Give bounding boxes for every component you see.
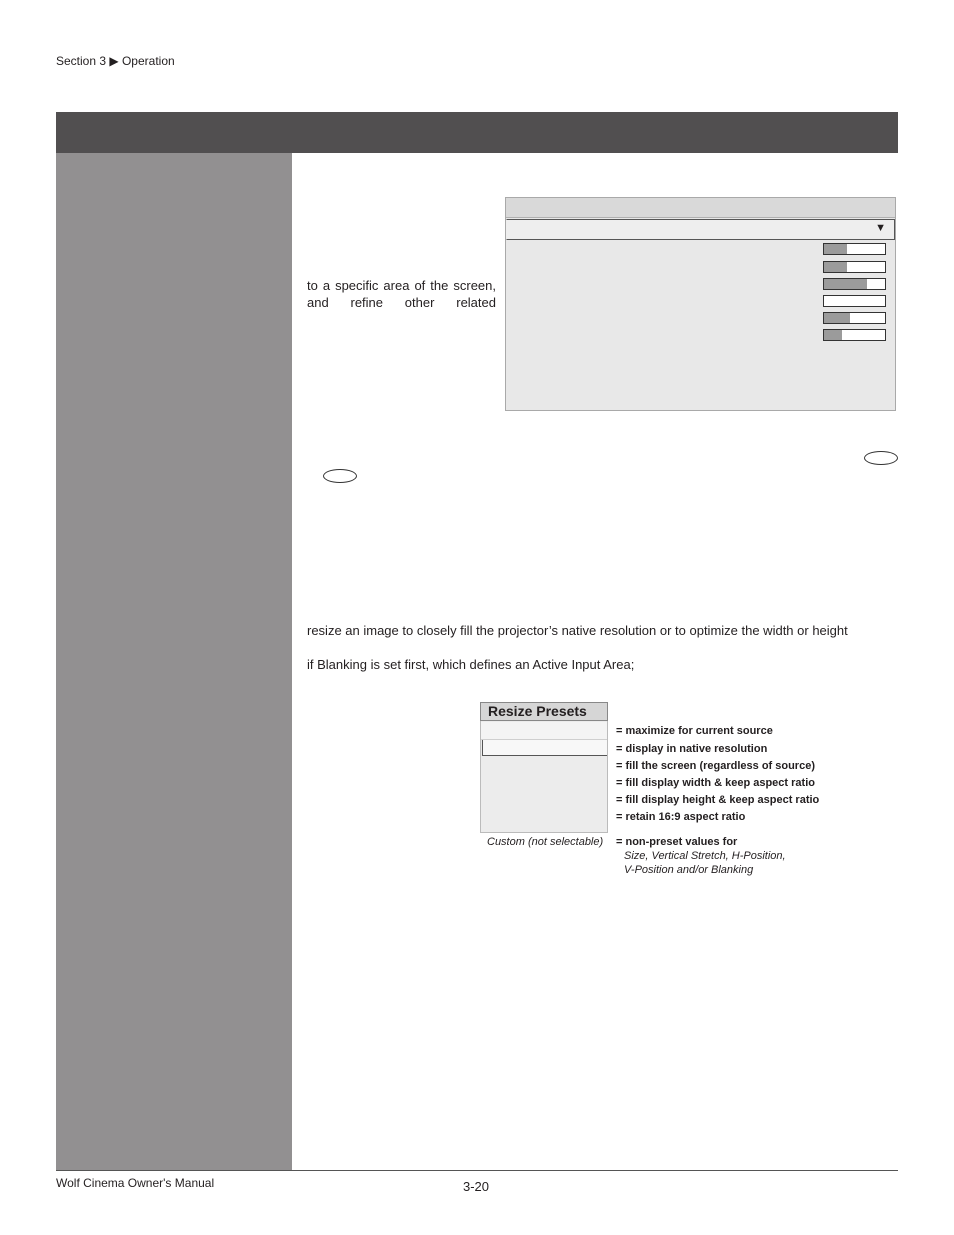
- preset-row[interactable]: [481, 722, 607, 740]
- intro-paragraph: [307, 277, 496, 311]
- slider-fill: [824, 330, 842, 340]
- slider-fill: [824, 262, 847, 272]
- preset-desc: = maximize for current source: [616, 725, 773, 737]
- preset-desc: = fill display height & keep aspect ratio: [616, 794, 820, 806]
- header-bar: [56, 112, 898, 153]
- intro-line-2: and refine other related: [307, 295, 496, 310]
- footer-divider: [56, 1170, 898, 1171]
- custom-detail-2: V-Position and/or Blanking: [624, 864, 754, 876]
- button-oval-icon: [864, 451, 898, 465]
- preset-desc: = fill the screen (regardless of source): [616, 760, 815, 772]
- section-label: Section 3: [56, 54, 107, 68]
- footer-title: Wolf Cinema Owner's Manual: [56, 1176, 215, 1190]
- body-line-2: if Blanking is set first, which defines an Active Input Area;: [307, 657, 635, 672]
- page-number: 3-20: [463, 1179, 490, 1194]
- sidebar-panel: [56, 153, 292, 1170]
- down-triangle-icon: ▼: [875, 222, 886, 234]
- menu-slider[interactable]: [823, 243, 886, 255]
- custom-detail-1: Size, Vertical Stretch, H-Position,: [624, 850, 786, 862]
- intro-line-1: to a specific area of the screen,: [307, 278, 496, 293]
- preset-desc: = fill display width & keep aspect ratio: [616, 777, 815, 789]
- menu-slider[interactable]: [823, 261, 886, 273]
- preset-desc: = display in native resolution: [616, 743, 768, 755]
- custom-label: Custom (not selectable): [487, 836, 604, 848]
- slider-fill: [824, 313, 850, 323]
- chapter-label: Operation: [121, 54, 175, 68]
- breadcrumb: [56, 54, 175, 68]
- preset-row-selected[interactable]: [482, 740, 607, 756]
- menu-slider[interactable]: [823, 278, 886, 290]
- slider-fill: [824, 244, 847, 254]
- button-oval-icon: [323, 469, 357, 483]
- presets-title: Resize Presets: [480, 702, 608, 721]
- menu-slider[interactable]: [823, 312, 886, 324]
- menu-slider[interactable]: [823, 295, 886, 307]
- body-line-1: resize an image to closely fill the projector’s native resolution or to optimize the width or height: [307, 623, 848, 638]
- preset-desc: = retain 16:9 aspect ratio: [616, 811, 746, 823]
- custom-desc: = non-preset values for: [616, 836, 738, 848]
- menu-dropdown[interactable]: [506, 219, 895, 240]
- slider-fill: [824, 279, 867, 289]
- menu-slider[interactable]: [823, 329, 886, 341]
- menu-title-bar: [506, 198, 895, 218]
- right-triangle-icon: ▶: [109, 54, 119, 68]
